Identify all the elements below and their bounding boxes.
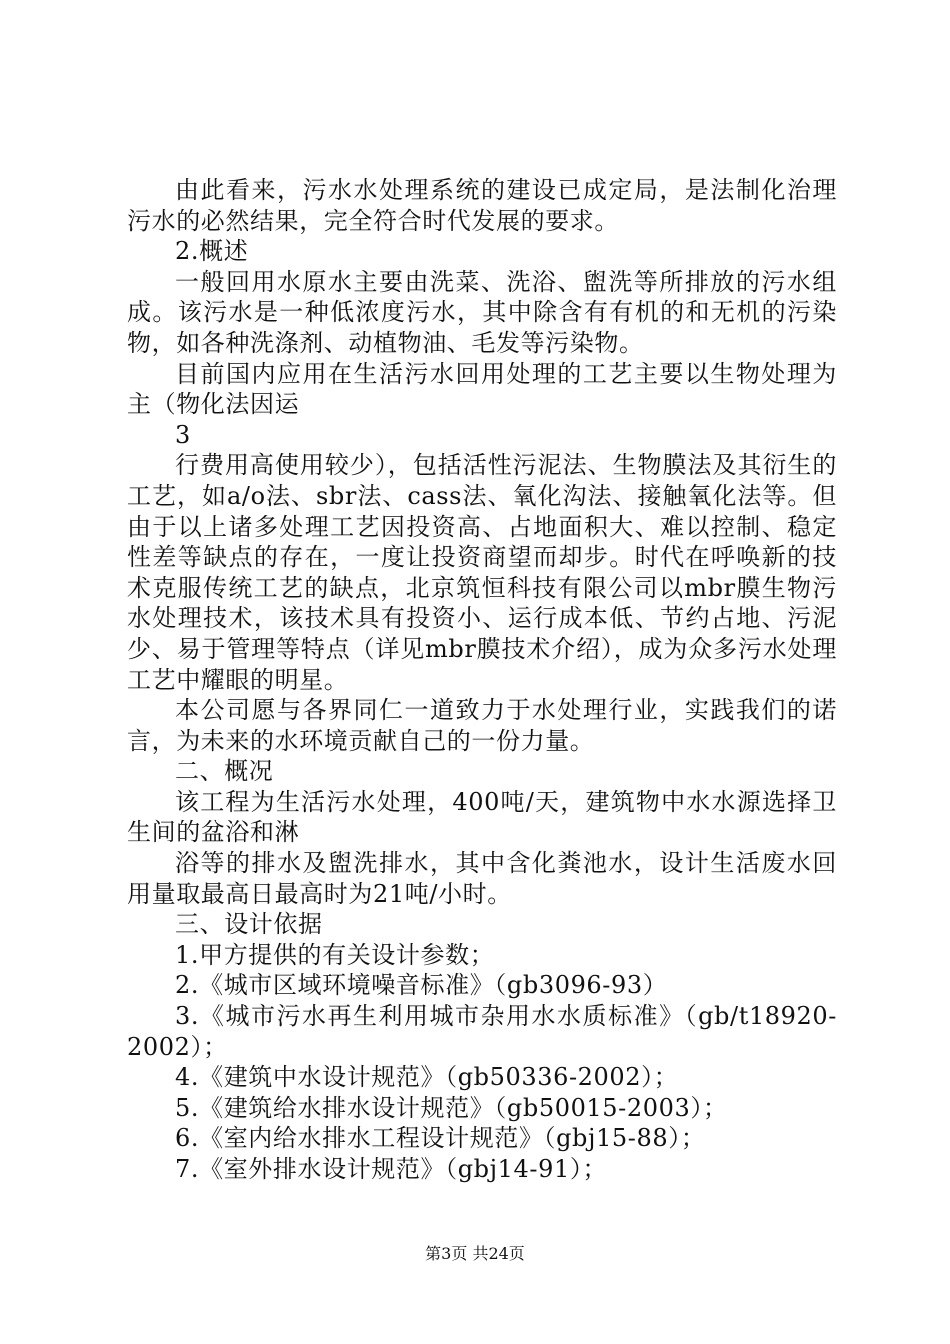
- document-body: [127, 175, 837, 1185]
- list-item: 3.《城市污水再生利用城市杂用水水质标准》（gb/t18920-2002）；: [127, 1002, 837, 1061]
- list-item: 2.《城市区域环境噪音标准》（gb3096-93）: [175, 971, 668, 1000]
- list-item: 4.《建筑中水设计规范》（gb50336-2002）；: [175, 1063, 679, 1092]
- page-footer: 第3页 共24页: [425, 1244, 525, 1263]
- section-heading: 二、概况: [175, 757, 274, 786]
- list-item: 7.《室外排水设计规范》（gbj14-91）；: [175, 1155, 608, 1183]
- paragraph: 该工程为生活污水处理，400吨/天，建筑物中水水源选择卫生间的盆浴和淋: [127, 787, 837, 847]
- section-heading: 三、设计依据: [175, 910, 323, 939]
- paragraph: 浴等的排水及盥洗排水，其中含化粪池水，设计生活废水回用量取最高日最高时为21吨/小时。: [127, 849, 837, 908]
- paragraph: 本公司愿与各界同仁一道致力于水处理行业，实践我们的诺言，为未来的水环境贡献自己的一份力量。: [127, 696, 837, 755]
- section-heading: 2.概述: [175, 237, 249, 266]
- list-item: 6.《室内给水排水工程设计规范》（gbj15-88）；: [175, 1124, 706, 1153]
- paragraph: 行费用高使用较少），包括活性污泥法、生物膜法及其衍生的工艺，如a/o法、sbr法、cass法、氧化沟法、接触氧化法等。但由于以上诸多处理工艺因投资高、占地面积大、难以控制、稳定性差等缺点的存在，一度让投资商望而却步。时代在呼唤新的技术克服传统工艺的缺点，北京筑恒科技有限公司以mbr膜生物污水处理技术，该技术具有投资小、运行成本低、节约占地、污泥少、易于管理等特点（详见mbr膜技术介绍），成为众多污水处理工艺中耀眼的明星。: [127, 451, 837, 694]
- paragraph: 一般回用水原水主要由洗菜、洗浴、盥洗等所排放的污水组成。该污水是一种低浓度污水，其中除含有有机的和无机的污染物，如各种洗涤剂、动植物油、毛发等污染物。: [127, 267, 837, 357]
- list-item: 5.《建筑给水排水设计规范》（gb50015-2003）；: [175, 1093, 728, 1122]
- page-fragment-number: 3: [175, 420, 191, 449]
- paragraph: 由此看来，污水水处理系统的建设已成定局，是法制化治理污水的必然结果，完全符合时代发展的要求。: [127, 176, 837, 235]
- list-item: 1.甲方提供的有关设计参数；: [175, 940, 495, 969]
- paragraph: 目前国内应用在生活污水回用处理的工艺主要以生物处理为主（物化法因运: [127, 359, 837, 419]
